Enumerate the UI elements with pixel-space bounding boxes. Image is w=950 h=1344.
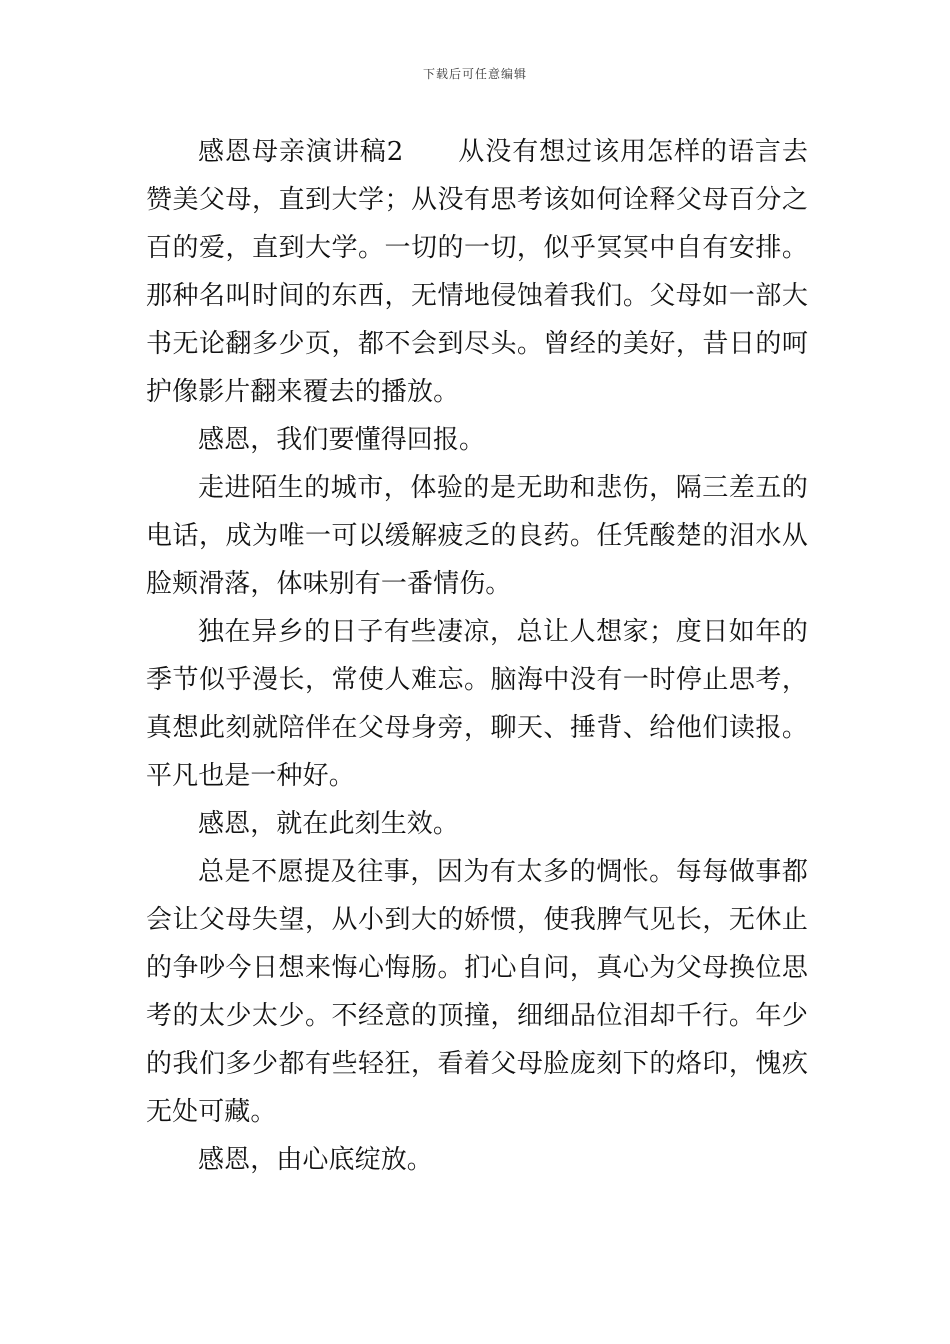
- paragraph-gratitude-heart: 感恩，由心底绽放。: [198, 1145, 433, 1175]
- paragraph-regret: 总是不愿提及往事，因为有太多的惆怅。每每做事都会让父母失望，从小到大的娇惯，使我脾气见长，无休止的争吵今日想来悔心悔肠。扪心自问，真心为父母换位思考的太少太少。不经意的顶撞，细细品位泪却千行。年少的我们多少都有些轻狂，看着父母脸庞刻下的烙印，愧疚无处可藏。: [146, 857, 808, 1127]
- document-body: [146, 128, 808, 1184]
- paragraph-gratitude-now: 感恩，就在此刻生效。: [198, 809, 460, 839]
- header-note: 下载后可任意编辑: [422, 67, 527, 81]
- paragraph-strange-city: 走进陌生的城市，体验的是无助和悲伤，隔三差五的电话，成为唯一可以缓解疲乏的良药。任凭酸楚的泪水从脸颊滑落，体味别有一番情伤。: [146, 473, 808, 599]
- paragraph-gratitude-repay: 感恩，我们要懂得回报。: [198, 425, 486, 455]
- paragraph-intro: 感恩母亲演讲稿2 从没有想过该用怎样的语言去赞美父母，直到大学；从没有思考该如何诠释父母百分之百的爱，直到大学。一切的一切，似乎冥冥中自有安排。那种名叫时间的东西，无情地侵蚀着我们。父母如一部大书无论翻多少页，都不会到尽头。曾经的美好，昔日的呵护像影片翻来覆去的播放。: [146, 137, 808, 407]
- paragraph-homesick: 独在异乡的日子有些凄凉，总让人想家；度日如年的季节似乎漫长，常使人难忘。脑海中没有一时停止思考，真想此刻就陪伴在父母身旁，聊天、捶背、给他们读报。平凡也是一种好。: [146, 617, 808, 791]
